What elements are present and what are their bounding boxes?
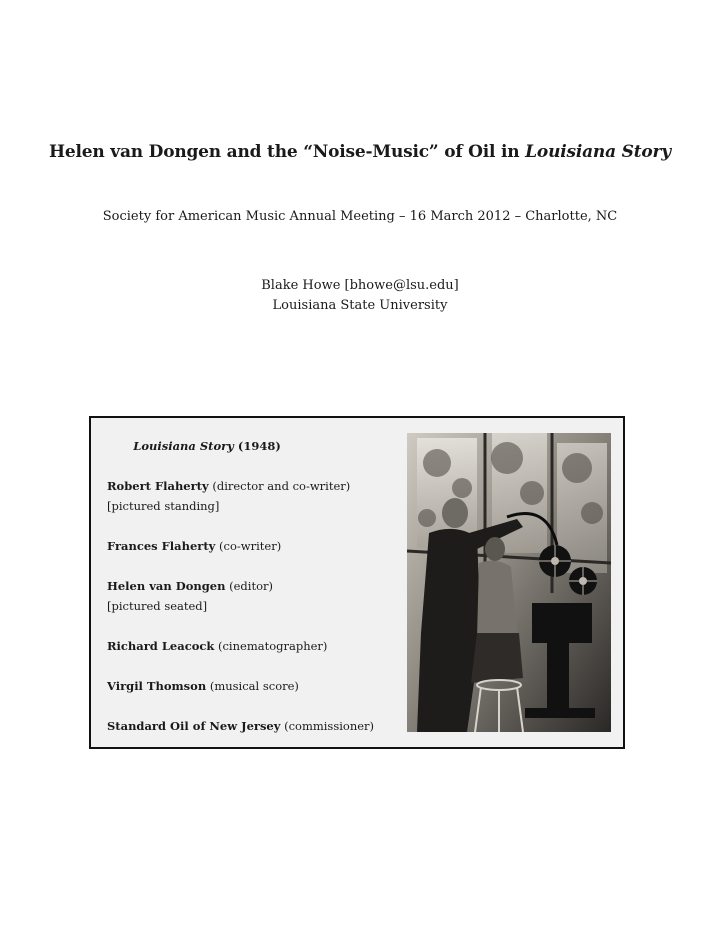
title-film-name: Louisiana Story <box>525 142 671 162</box>
credits-list <box>107 436 397 756</box>
credit-role: (editor) <box>229 579 273 593</box>
credit-item <box>107 716 397 736</box>
film-year: (1948) <box>237 439 281 453</box>
credit-item <box>107 476 397 516</box>
author-block <box>0 276 720 316</box>
credit-name: Richard Leacock <box>107 639 215 653</box>
credit-item <box>107 576 397 616</box>
credit-name: Standard Oil of New Jersey <box>107 719 281 733</box>
film-title: Louisiana Story <box>133 439 234 453</box>
credit-name: Robert Flaherty <box>107 479 209 493</box>
title-text: Helen van Dongen and the “Noise-Music” of Oil in <box>49 142 526 162</box>
credit-note: [pictured standing] <box>107 499 220 513</box>
photo-illustration <box>407 433 611 732</box>
credit-name: Frances Flaherty <box>107 539 216 553</box>
credits-box <box>89 416 625 749</box>
credit-item <box>107 676 397 696</box>
credit-note: [pictured seated] <box>107 599 208 613</box>
meeting-line: Society for American Music Annual Meeting – 16 March 2012 – Charlotte, NC <box>102 209 618 224</box>
credit-role: (commissioner) <box>284 719 375 733</box>
credit-name: Virgil Thomson <box>107 679 207 693</box>
author-affiliation: Louisiana State University <box>272 298 448 313</box>
credit-role: (cinematographer) <box>218 639 328 653</box>
credit-role: (co-writer) <box>219 539 282 553</box>
document-title <box>0 142 720 162</box>
film-editing-photo <box>407 433 611 732</box>
credit-role: (musical score) <box>209 679 299 693</box>
credit-role: (director and co-writer) <box>212 479 351 493</box>
credit-name: Helen van Dongen <box>107 579 226 593</box>
credit-item <box>107 536 397 556</box>
author-name: Blake Howe [bhowe@lsu.edu] <box>261 278 459 293</box>
film-heading <box>107 436 307 456</box>
credit-item <box>107 636 397 656</box>
